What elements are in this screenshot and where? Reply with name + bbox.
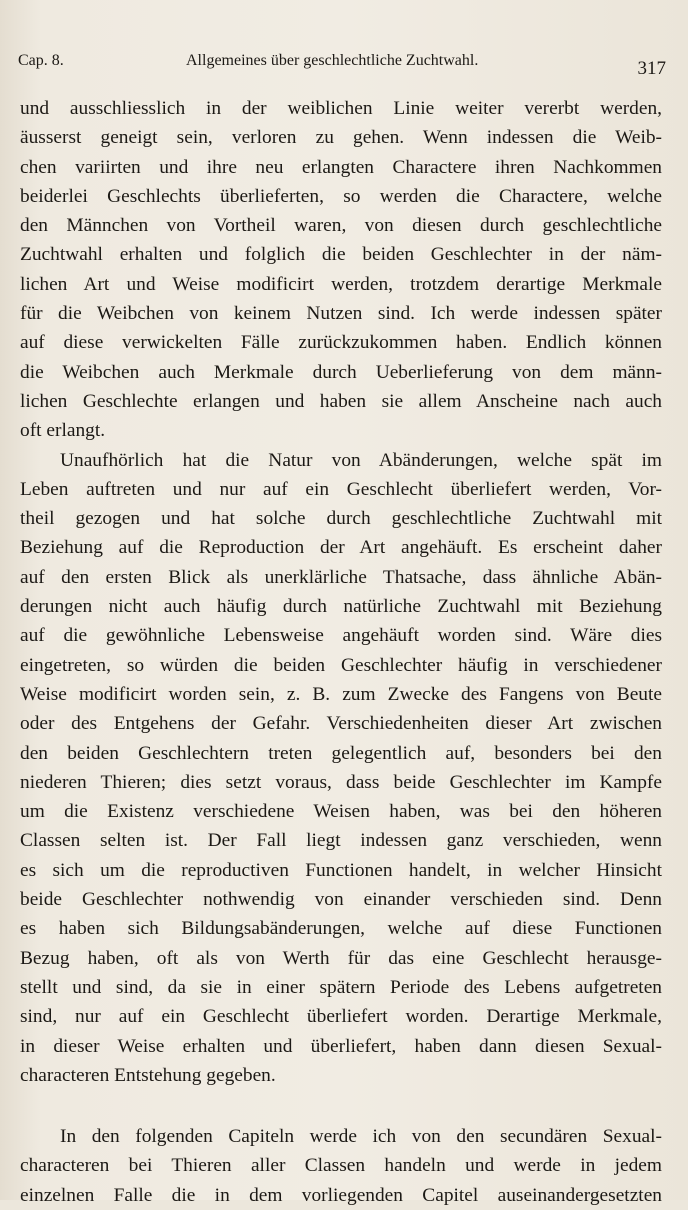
text-line: äusserst geneigt sein, verloren zu gehen. Wenn indessen die Weib- — [20, 127, 662, 149]
text-line: niederen Thieren; dies setzt voraus, dass beide Geschlechter im Kampfe — [20, 771, 662, 793]
text-line: stellt und sind, da sie in einer spätern Periode des Lebens aufgetreten — [20, 976, 662, 998]
paragraph — [20, 1122, 662, 1210]
text-line: Beziehung auf die Reproduction der Art angehäuft. Es erscheint daher — [20, 537, 662, 559]
text-line: Bezug haben, oft als von Werth für das eine Geschlecht herausge- — [20, 947, 662, 969]
text-line: Classen selten ist. Der Fall liegt indessen ganz verschieden, wenn — [20, 830, 662, 852]
text-line: oder des Entgehens der Gefahr. Verschiedenheiten dieser Art zwischen — [20, 713, 662, 735]
text-line: oft erlangt. — [20, 420, 106, 442]
text-line: chen variirten und ihre neu erlangten Charactere ihren Nachkommen — [20, 156, 662, 178]
text-line: eingetreten, so würden die beiden Geschlechter häufig in verschiedener — [20, 654, 662, 676]
body-text — [20, 94, 662, 1210]
paragraph-gap — [20, 1090, 662, 1122]
text-line: um die Existenz verschiedene Weisen haben, was bei den höheren — [20, 801, 662, 823]
text-line: Weise modificirt worden sein, z. B. zum Zwecke des Fangens von Beute — [20, 683, 662, 705]
text-line: Leben auftreten und nur auf ein Geschlecht überliefert werden, Vor- — [20, 478, 662, 500]
text-line: beide Geschlechter nothwendig von einander verschieden sind. Denn — [20, 889, 662, 911]
text-line: auf die gewöhnliche Lebensweise angehäuft worden sind. Wäre dies — [20, 625, 662, 647]
running-title: Allgemeines über geschlechtliche Zuchtwahl. — [186, 52, 479, 69]
text-line: lichen Art und Weise modificirt werden, trotzdem derartige Merkmale — [20, 273, 662, 295]
text-line: einzelnen Falle die in dem vorliegenden Capitel auseinandergesetzten — [20, 1184, 662, 1206]
running-header — [18, 48, 670, 79]
text-line: lichen Geschlechte erlangen und haben sie allem Anscheine nach auch — [20, 390, 662, 412]
paragraph — [20, 446, 662, 1091]
text-line: characteren bei Thieren aller Classen handeln und werde in jedem — [20, 1155, 662, 1177]
text-line: Unaufhörlich hat die Natur von Abänderungen, welche spät im — [60, 449, 662, 471]
text-line: auf diese verwickelten Fälle zurückzukommen haben. Endlich können — [20, 332, 662, 354]
paragraph — [20, 94, 662, 446]
page-number: 317 — [637, 58, 666, 79]
text-line: Zuchtwahl erhalten und folglich die beiden Geschlechter in der näm- — [20, 244, 662, 266]
text-line: auf den ersten Blick als unerklärliche Thatsache, dass ähnliche Abän- — [20, 566, 662, 588]
text-line: es haben sich Bildungsabänderungen, welche auf diese Functionen — [20, 918, 662, 940]
text-line: theil gezogen und hat solche durch geschlechtliche Zuchtwahl mit — [20, 508, 662, 530]
text-line: den beiden Geschlechtern treten gelegentlich auf, besonders bei den — [20, 742, 662, 764]
text-line: in dieser Weise erhalten und überliefert, haben dann diesen Sexual- — [20, 1035, 662, 1057]
text-line: sind, nur auf ein Geschlecht überliefert worden. Derartige Merkmale, — [20, 1006, 662, 1028]
text-line: für die Weibchen von keinem Nutzen sind. Ich werde indessen später — [20, 303, 662, 325]
text-line: den Männchen von Vortheil waren, von diesen durch geschlechtliche — [20, 215, 662, 237]
text-line: und ausschliesslich in der weiblichen Linie weiter vererbt werden, — [20, 98, 662, 119]
text-line: characteren Entstehung gegeben. — [20, 1064, 276, 1086]
chapter-label: Cap. 8. — [18, 52, 64, 69]
text-line: derungen nicht auch häufig durch natürliche Zuchtwahl mit Beziehung — [20, 596, 662, 618]
text-line: In den folgenden Capiteln werde ich von den secundären Sexual- — [60, 1126, 662, 1148]
text-line: es sich um die reproductiven Functionen handelt, in welcher Hinsicht — [20, 859, 662, 881]
text-line: die Weibchen auch Merkmale durch Ueberlieferung von dem männ- — [20, 361, 662, 383]
text-line: beiderlei Geschlechts überlieferten, so werden die Charactere, welche — [20, 185, 662, 207]
